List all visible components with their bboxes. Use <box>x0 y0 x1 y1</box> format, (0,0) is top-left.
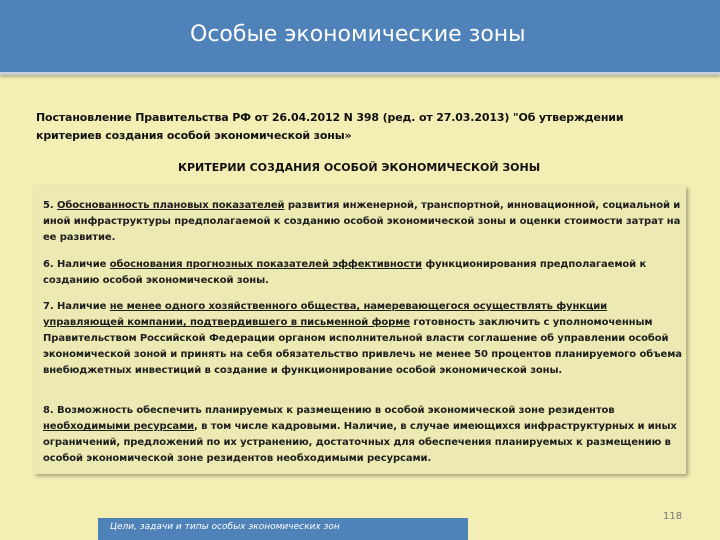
criterion-8-link[interactable]: необходимыми ресурсами <box>43 421 195 432</box>
footer-bar <box>98 518 468 540</box>
criterion-7-prefix: 7. Наличие <box>43 301 110 312</box>
criterion-8-text: , в том числе кадровыми. Наличие, в случае имеющихся инфраструктурных и иных ограничений, предложений по их устранению, достаточных для обеспечения планируемых к размещению в особой экономической зоне резидентов необходимыми ресурсами. <box>43 421 677 464</box>
criterion-8 <box>43 403 683 467</box>
criterion-7-text: готовность заключить с уполномоченным Правительством Российской Федерации органом исполнительной власти соглашение об управлении особой экономической зоной и принять на себя обязательство привлечь не менее 50 процентов планируемого объема внебюджетных инвестиций в создание и функционирование особой экономической зоны. <box>43 317 682 376</box>
criterion-6-link[interactable]: обоснования прогнозных показателей эффективности <box>109 259 422 270</box>
criteria-heading: КРИТЕРИИ СОЗДАНИЯ ОСОБОЙ ЭКОНОМИЧЕСКОЙ ЗОНЫ <box>178 161 541 174</box>
title-bar <box>0 0 720 75</box>
criterion-5 <box>43 198 683 246</box>
criterion-8-prefix: 8. Возможность обеспечить планируемых к размещению в особой экономической зоне резидентов <box>43 405 615 416</box>
criterion-6-text: функционирования предполагаемой к созданию особой экономической зоны. <box>43 259 647 286</box>
criterion-5-text: развития инженерной, транспортной, инновационной, социальной и иной инфраструктуры предполагаемой к созданию особой экономической зоны и оценки стоимости затрат на ее развитие. <box>43 200 681 243</box>
criterion-7-link[interactable]: не менее одного хозяйственного общества, намеревающегося осуществлять функции управляющей компании, подтвердившего в письменной форме <box>43 301 608 328</box>
footer-text: Цели, задачи и типы особых экономических зон <box>110 522 340 532</box>
criterion-5-prefix: 5. <box>43 200 57 211</box>
resolution-reference: Постановление Правительства РФ от 26.04.2012 N 398 (ред. от 27.03.2013) "Об утверждении критериев создания особой экономической зоны» <box>36 111 624 142</box>
slide-title: Особые экономические зоны <box>190 22 526 47</box>
criterion-5-link[interactable]: Обоснованность плановых показателей <box>56 200 285 211</box>
criterion-6-prefix: 6. Наличие <box>43 259 110 270</box>
page-number: 118 <box>663 511 683 522</box>
criterion-6 <box>43 257 683 289</box>
criterion-7 <box>43 299 683 379</box>
